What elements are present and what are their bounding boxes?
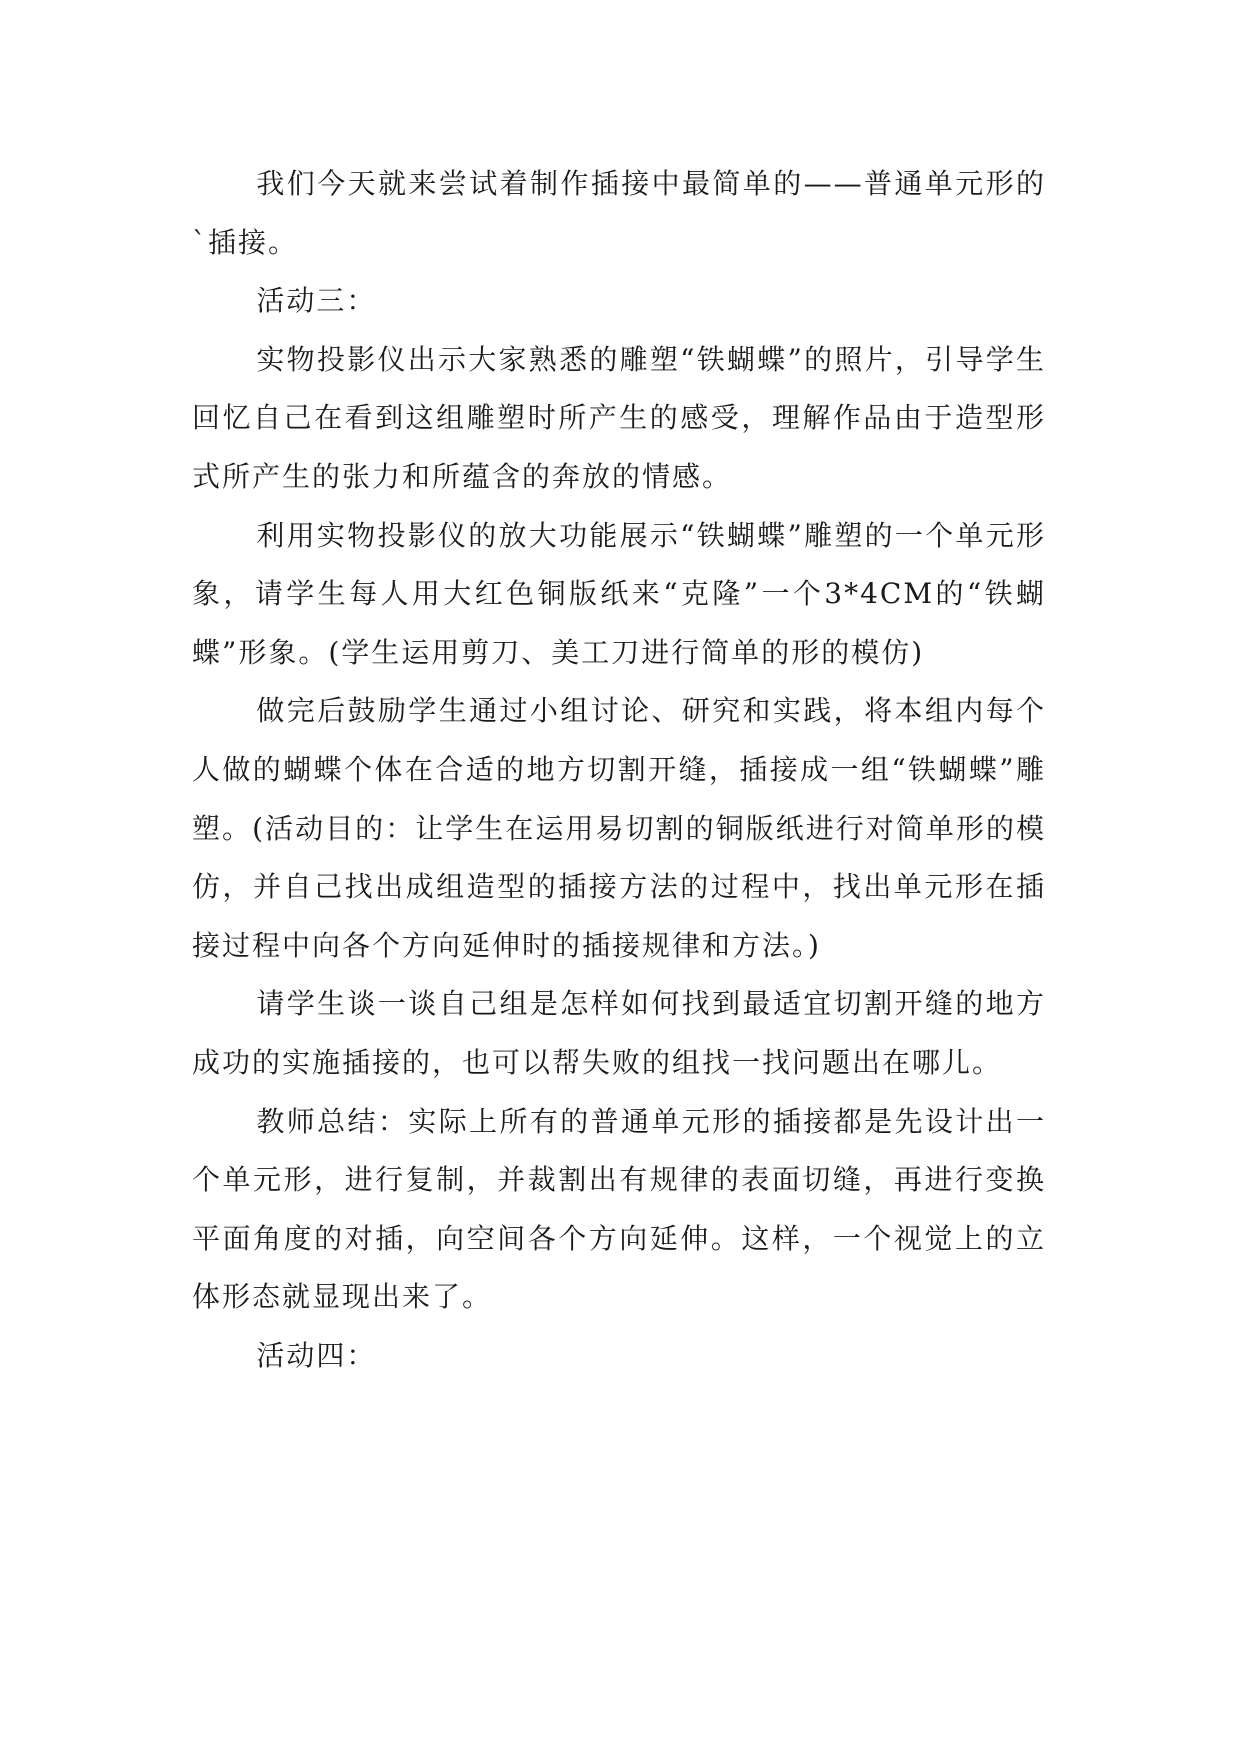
paragraph-teacher-summary: 教师总结：实际上所有的普通单元形的插接都是先设计出一个单元形，进行复制，并裁割出有规律的表面切缝，再进行变换平面角度的对插，向空间各个方向延伸。这样，一个视觉上的立体形态就显现出来了。	[192, 1104, 1046, 1314]
heading-activity-four: 活动四：	[256, 1338, 377, 1372]
paragraph-clone-butterfly: 利用实物投影仪的放大功能展示“铁蝴蝶”雕塑的一个单元形象，请学生每人用大红色铜版纸来“克隆”一个3*4CM的“铁蝴蝶”形象。(学生运用剪刀、美工刀进行简单的形的模仿)	[192, 518, 1046, 669]
paragraph-intro: 我们今天就来尝试着制作插接中最简单的——普通单元形的`插接。	[192, 167, 1046, 259]
document-body	[192, 155, 1046, 1385]
paragraph-group-discussion: 做完后鼓励学生通过小组讨论、研究和实践，将本组内每个人做的蝴蝶个体在合适的地方切割开缝，插接成一组“铁蝴蝶”雕塑。(活动目的：让学生在运用易切割的铜版纸进行对简单形的模仿，并自己找出成组造型的插接方法的过程中，找出单元形在插接过程中向各个方向延伸时的插接规律和方法。)	[192, 694, 1046, 962]
heading-activity-three: 活动三：	[256, 284, 377, 318]
paragraph-student-talk: 请学生谈一谈自己组是怎样如何找到最适宜切割开缝的地方成功的实施插接的，也可以帮失败的组找一找问题出在哪儿。	[192, 987, 1046, 1079]
paragraph-projector-photo: 实物投影仪出示大家熟悉的雕塑“铁蝴蝶”的照片，引导学生回忆自己在看到这组雕塑时所产生的感受，理解作品由于造型形式所产生的张力和所蕴含的奔放的情感。	[192, 342, 1046, 493]
